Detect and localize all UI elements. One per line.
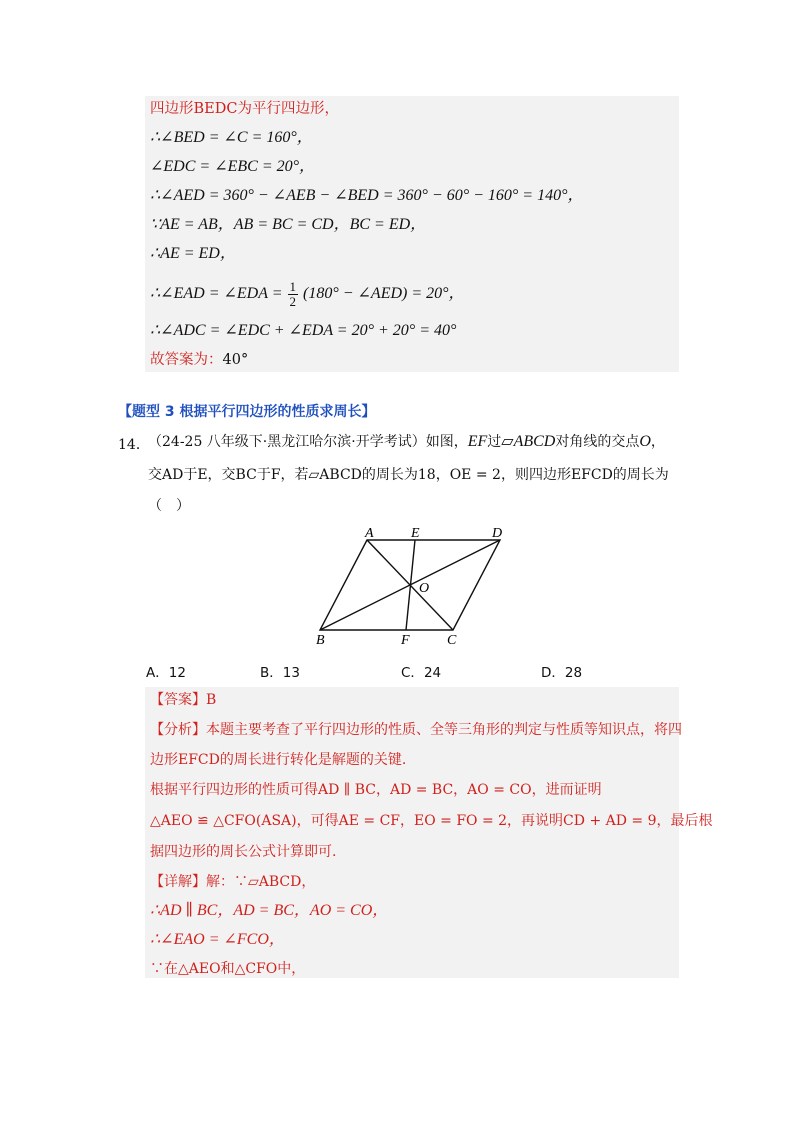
solution-line-4: ∴∠AED = 360° − ∠AEB − ∠BED = 360° − 60° − 160° = 140°， [150,187,584,204]
question-line-2: 交AD于E，交BC于F，若▱ABCD的周长为18，OE = 2，则四边形EFCD的周长为 [148,467,669,483]
final-answer-value: 40° [222,352,249,368]
detail-line-2: ∴AD ∥ BC，AD = BC，AO = CO， [150,902,389,919]
answer-line [150,690,216,710]
question-text-1d: ▱ABCD [501,433,556,450]
question-number: 14． [118,437,150,453]
choice-b-letter: B． [260,665,283,681]
label-a: A [365,526,374,541]
solution-line-2: ∴∠BED = ∠C = 160°， [150,129,313,146]
choice-a-value: 12 [168,665,186,681]
question-text-1g: ， [650,434,665,450]
section-heading: 【题型 3 根据平行四边形的性质求周长】 [118,404,376,420]
label-e: E [411,526,420,541]
analysis-line-3: 根据平行四边形的性质可得AD ∥ BC，AD = BC，AO = CO，进而证明 [150,782,602,798]
analysis-tag: 【分析】 [150,722,206,738]
solution-line-8: ∴∠ADC = ∠EDC + ∠EDA = 20° + 20° = 40° [150,322,457,339]
segment-ef [406,540,415,630]
choice-d-letter: D． [541,665,565,681]
solution-line-1: 四边形BEDC为平行四边形， [150,101,339,117]
choice-b[interactable] [260,661,300,681]
label-f: F [401,633,410,648]
detail-line-1 [150,872,315,892]
choice-a[interactable] [146,661,186,681]
choice-d[interactable] [541,661,582,681]
detail-line-3: ∴∠EAO = ∠FCO， [150,931,285,948]
label-o: O [419,581,430,596]
detail-text-1: 解：∵▱ABCD， [206,874,316,890]
question-line-3: （ ） [148,498,190,514]
choice-c-value: 24 [423,665,442,681]
label-d: D [492,526,503,541]
solution-line-6: ∴AE = ED， [150,245,236,262]
analysis-text-1: 本题主要考查了平行四边形的性质、全等三角形的判定与性质等知识点，将四 [206,722,682,738]
detail-tag: 【详解】 [150,874,206,890]
question-text-1f: O [639,433,651,450]
choice-d-value: 28 [564,665,583,681]
question-text-1e: 对角线的交点 [555,434,640,450]
choice-c-letter: C． [401,665,424,681]
choice-b-value: 13 [282,665,300,681]
analysis-line-2: 边形EFCD的周长进行转化是解题的关键. [150,752,407,768]
label-c: C [447,633,457,648]
question-source: （24-25 八年级下·黑龙江哈尔滨·开学考试） [148,434,426,450]
choice-c[interactable] [401,661,441,681]
choice-a-letter: A． [146,665,169,681]
analysis-line-5: 据四边形的周长公式计算即可. [150,844,337,860]
solution-line-7-start: ∴∠EAD = ∠EDA = [150,285,283,303]
question-text-1b: EF [467,433,488,450]
solution-line-3: ∠EDC = ∠EBC = 20°， [150,158,316,175]
answer-tag: 【答案】 [150,692,206,708]
label-b: B [316,633,325,648]
question-text-1a: 如图， [425,434,468,450]
solution-line-5: ∵AE = AB，AB = BC = CD，BC = ED， [150,216,427,233]
analysis-line-1 [150,720,682,740]
final-answer-label: 故答案为： [150,352,223,368]
fraction-denominator: 2 [289,294,296,309]
analysis-line-4: △AEO ≌ △CFO(ASA)，可得AE = CF，EO = FO = 2，再说明CD + AD = 9，最后根 [150,813,713,829]
fraction-numerator: 1 [289,279,296,294]
solution-line-7-end: (180° − ∠AED) = 20°， [303,285,465,303]
question-text-1c: 过 [487,434,502,450]
detail-line-4: ∵在△AEO和△CFO中， [150,961,306,977]
answer-value: B [206,692,217,708]
